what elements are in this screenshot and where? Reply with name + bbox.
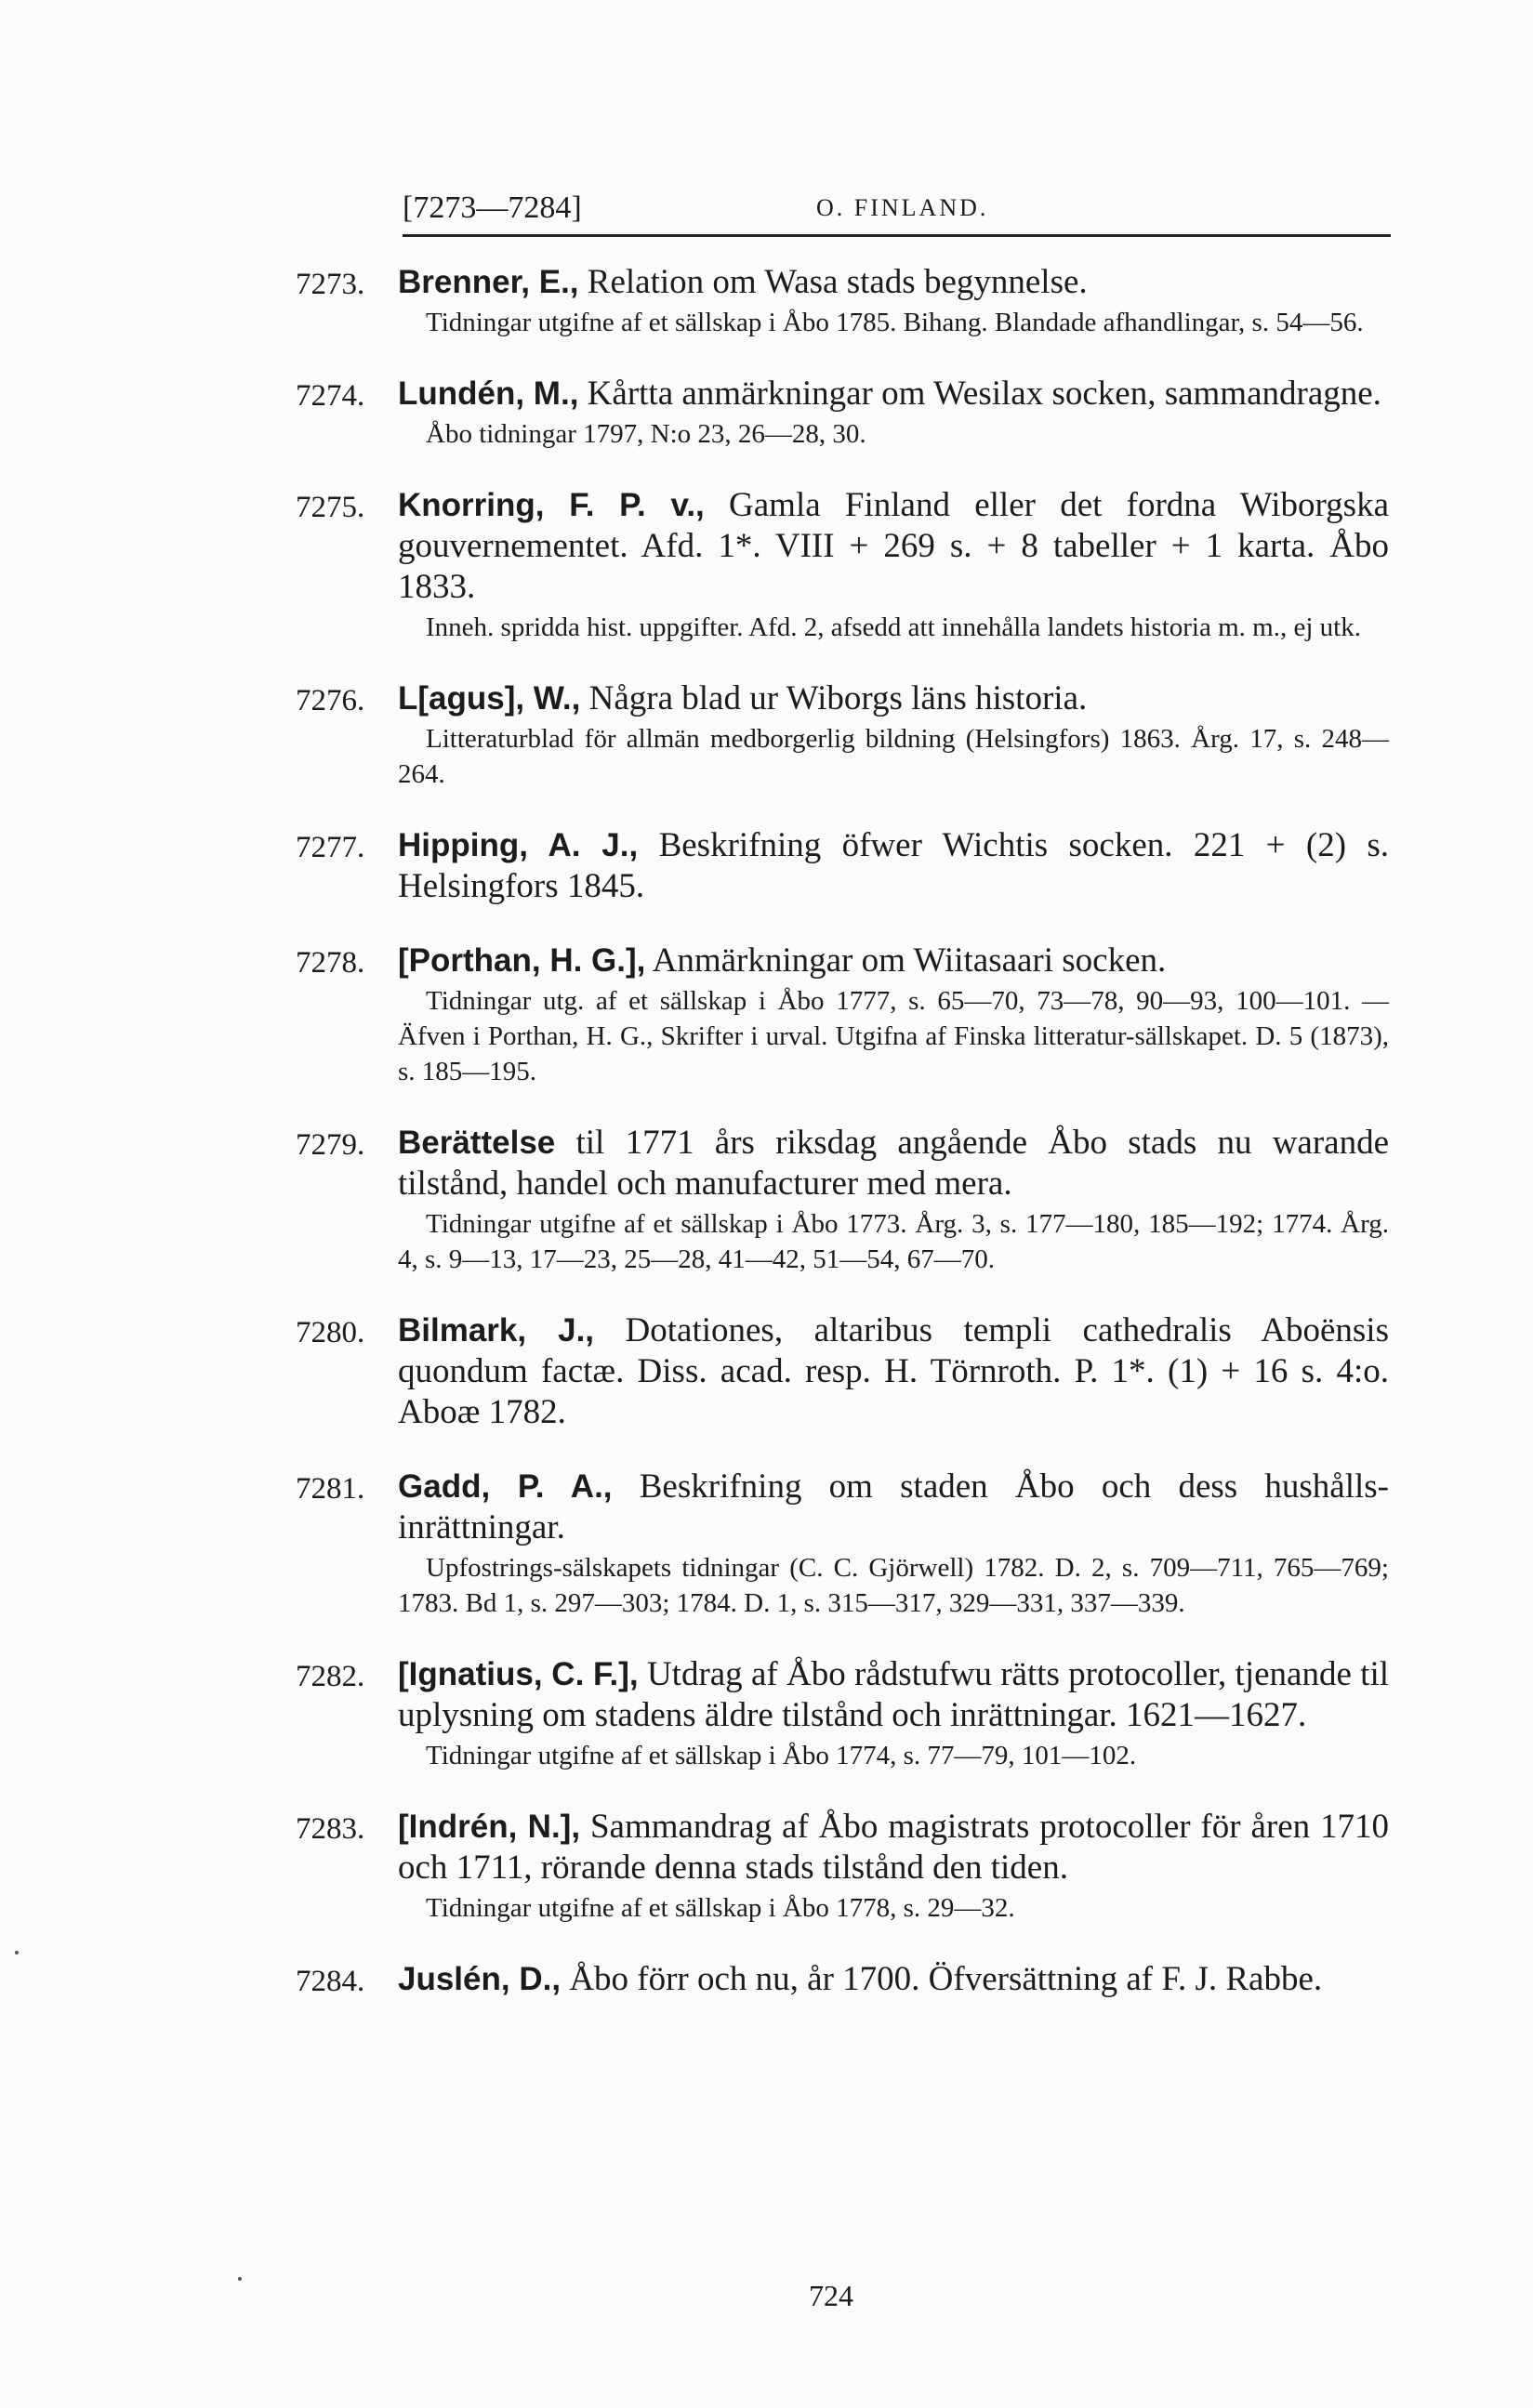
entry-author: L[agus], W., [398, 680, 581, 717]
entry-title: Beskrifning om staden Åbo och dess hushålls-inrättningar. [398, 1467, 1389, 1546]
entry-number: 7274. [296, 379, 365, 413]
entry-title: Anmärkningar om Wiitasaari socken. [652, 941, 1167, 980]
entry-author: Bilmark, J., [398, 1312, 595, 1349]
entry-author: Berättelse [398, 1125, 556, 1161]
entry-title: Sammandrag af Åbo magistrats protocoller för åren 1710 och 1711, rörande denna stads tilstånd den tiden. [398, 1808, 1389, 1887]
running-header [403, 191, 1390, 237]
entry-7281 [0, 1467, 1533, 1621]
entry-author: [Porthan, H. G.], [398, 942, 646, 979]
entry-note: Inneh. spridda hist. uppgifter. Afd. 2, afsedd att innehålla landets historia m. m., ej utk. [426, 612, 1361, 642]
entry-main [398, 1654, 1389, 1736]
page-number: 724 [809, 2279, 853, 2312]
entry-author: Brenner, E., [398, 264, 579, 300]
entry-main [398, 485, 1389, 608]
entry-7284 [0, 1959, 1533, 2000]
entry-7275 [0, 485, 1533, 645]
entry-number: 7276. [296, 684, 365, 717]
entry-note: Tidningar utgifne af et sällskap i Åbo 1773. Årg. 3, s. 177—180, 185—192; 1774. Årg. 4, s. 9—13, 17—23, 25—28, 41—42, 51—54, 67—70. [398, 1209, 1389, 1274]
entry-main [398, 1310, 1389, 1433]
entry-note: Tidningar utgifne af et sällskap i Åbo 1774, s. 77—79, 101—102. [426, 1741, 1137, 1770]
entry-main [398, 1959, 1389, 2000]
entry-number: 7275. [296, 491, 365, 524]
entry-number: 7284. [296, 1965, 365, 1998]
entry-author: Hipping, A. J., [398, 827, 639, 863]
entry-main [398, 1807, 1389, 1888]
entry-7279 [0, 1123, 1533, 1277]
entry-main [398, 1467, 1389, 1548]
entry-7278 [0, 941, 1533, 1089]
section-title: O. FINLAND. [816, 194, 989, 221]
entry-note: Åbo tidningar 1797, N:o 23, 26—28, 30. [426, 419, 866, 449]
entry-author: Knorring, F. P. v., [398, 487, 705, 523]
entry-author: Juslén, D., [398, 1961, 562, 1997]
entry-note: Upfostrings-sälskapets tidningar (C. C. Gjörwell) 1782. D. 2, s. 709—711, 765—769; 1783. Bd 1, s. 297—303; 1784. D. 1, s. 315—317, 329—331, 337—339. [398, 1553, 1389, 1618]
entry-main [398, 825, 1389, 907]
entry-main [398, 941, 1389, 981]
entry-list [0, 262, 1533, 2033]
entry-title: Utdrag af Åbo rådstufwu rätts protocoller, tjenande til uplysning om stadens äldre tilstånd och inrättningar. 1621—1627. [398, 1655, 1389, 1734]
entry-note: Tidningar utgifne af et sällskap i Åbo 1785. Bihang. Blandade afhandlingar, s. 54—56. [426, 308, 1364, 337]
entry-7282 [0, 1654, 1533, 1773]
entry-7280 [0, 1310, 1533, 1433]
entry-number: 7273. [296, 268, 365, 301]
entry-title: Beskrifning öfwer Wichtis socken. 221 + (2) s. Helsingfors 1845. [398, 826, 1390, 905]
entry-7274 [0, 374, 1533, 452]
entry-number: 7278. [296, 946, 365, 980]
entry-title: Några blad ur Wiborgs läns historia. [588, 679, 1088, 717]
entry-number: 7279. [296, 1128, 365, 1162]
entry-author: Lundén, M., [398, 375, 579, 412]
entry-number: 7281. [296, 1472, 365, 1506]
paper-speck [15, 1951, 19, 1954]
entry-main [398, 1123, 1389, 1204]
entry-title: Relation om Wasa stads begynnelse. [587, 263, 1088, 301]
entry-title: Åbo förr och nu, år 1700. Öfversättning af F. J. Rabbe. [569, 1960, 1323, 1998]
entry-author: [Indrén, N.], [398, 1809, 581, 1845]
entry-number: 7283. [296, 1812, 365, 1846]
entry-title: Gamla Finland eller det fordna Wiborgska gouvernementet. Afd. 1*. VIII + 269 s. + 8 tabeller + 1 karta. Åbo 1833. [398, 486, 1390, 606]
entry-author: [Ignatius, C. F.], [398, 1656, 639, 1692]
entry-note: Tidningar utgifne af et sällskap i Åbo 1778, s. 29—32. [426, 1893, 1015, 1923]
entry-number: 7280. [296, 1316, 365, 1349]
entry-number: 7277. [296, 831, 365, 864]
entry-title: Kårtta anmärkningar om Wesilax socken, sammandragne. [587, 375, 1381, 413]
entry-title: Dotationes, altaribus templi cathedralis Aboënsis quondum factæ. Diss. acad. resp. H. Törnroth. P. 1*. (1) + 16 s. 4:o. Aboæ 1782. [398, 1311, 1389, 1431]
paper-speck [238, 2277, 242, 2281]
entry-note: Litteraturblad för allmän medborgerlig bildning (Helsingfors) 1863. Årg. 17, s. 248—264. [398, 724, 1389, 789]
entry-main [398, 262, 1389, 303]
entry-note: Tidningar utg. af et sällskap i Åbo 1777, s. 65—70, 73—78, 90—93, 100—101. — Äfven i Porthan, H. G., Skrifter i urval. Utgifna af Finska litteratur-sällskapet. D. 5 (1873), s. 185—195. [398, 986, 1389, 1086]
entry-7277 [0, 825, 1533, 907]
entry-main [398, 374, 1389, 414]
entry-main [398, 678, 1389, 719]
entry-7276 [0, 678, 1533, 792]
entry-title: til 1771 års riksdag angående Åbo stads nu warande tilstånd, handel och manufacturer med mera. [398, 1124, 1389, 1203]
entry-7273 [0, 262, 1533, 340]
entry-number: 7282. [296, 1660, 365, 1693]
entry-range: [7273—7284] [403, 191, 582, 225]
entry-author: Gadd, P. A., [398, 1468, 613, 1505]
entry-7283 [0, 1807, 1533, 1926]
header-rule [403, 234, 1391, 237]
